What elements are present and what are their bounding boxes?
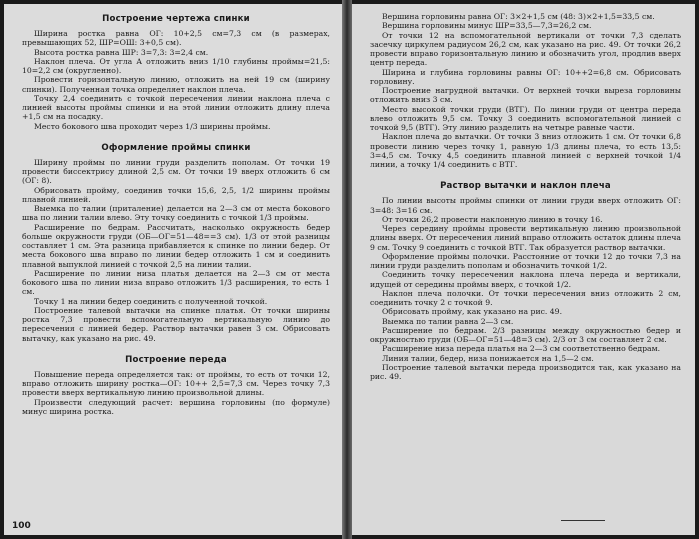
paragraph: Через середину проймы провести вертикальную линию произвольной длины вверх. От пересечения линий вправо отложить остаток длины плеча 9 см. Точку 9 соединить с точкой ВТГ. Так образуется раствор вытачки.: [370, 224, 681, 252]
paragraph: Выемка по талии (приталение) делается на 2—3 см от места бокового шва по линии талии влево. Эту точку соединить с точкой 1/3 проймы.: [22, 204, 330, 223]
paragraph: Повышение переда определяется так: от проймы, то есть от точки 12, вправо отложить ширину ростка—ОГ: 10++ 2,5=7,3 см. Через точку 7,3 провести вверх вертикальную линию произвольной длины.: [22, 369, 330, 398]
paragraph: Точку 2,4 соединить с точкой пересечения линии наклона плеча с линией высоты проймы спинки и на этой линии отложить длину плеча +1,5 см на посадку.: [22, 93, 330, 122]
heading-front-draft: Построение переда: [125, 354, 227, 365]
paragraph: Построение нагрудной вытачки. От верхней точки выреза горловины отложить вниз 3 см.: [370, 86, 681, 105]
paragraph: Построение талевой вытачки на спинке платья. От точки ширины ростка 7,3 провести вспомогательную вертикальную линию до пересечения с линией бедер. Раствор вытачки равен 3 см. Обрисовать вытачку, как указано на рис. 49.: [22, 305, 330, 343]
paragraph: Точку 1 на линии бедер соединить с полученной точкой.: [34, 296, 268, 306]
paragraph: Ширина и глубина горловины равны ОГ: 10++2=6,8 см. Обрисовать горловину.: [370, 67, 681, 86]
paragraph: По линии высоты проймы спинки от линии груди вверх отложить ОГ: 3=48: 3=16 см.: [370, 196, 681, 215]
paragraph: От точки 12 на вспомогательной вертикали от точки 7,3 сделать засечку циркулем радиусом 26,2 см, как указано на рис. 49. От точки 26,2 провести вправо горизонтальную линию и обозначить угол, продлив вверх центр переда.: [370, 30, 681, 68]
paragraph: Расширение низа переда платья на 2—3 см соответственно бедрам.: [382, 344, 661, 354]
page-number: 100: [12, 521, 31, 531]
paragraph: Вершина горловины минус ШР=33,5—7,3=26,2 см.: [382, 21, 592, 31]
paragraph: Ширину проймы по линии груди разделить пополам. От точки 19 провести биссектрису длиной 2,5 см. От точки 19 вверх отложить 6 см (ОГ: 8).: [22, 157, 330, 186]
paragraph: Место высокой точки груди (ВТГ). По линии груди от центра переда влево отложить 9,5 см. Точку 3 соединить вспомогательной линией с точкой 9,5 (ВТГ). Эту линию разделить на четыре равные части.: [370, 104, 681, 132]
paragraph: Выемка по талии равна 2—3 см.: [382, 316, 514, 326]
paragraph: Обрисовать пройму, как указано на рис. 49.: [382, 307, 563, 317]
paragraph: Расширение по бедрам. 2/3 разницы между окружностью бедер и окружностью груди (ОБ—ОГ=51—48=3 см). 2/3 от 3 см составляет 2 см.: [370, 325, 681, 344]
paragraph: Наклон плеча до вытачки. От точки 3 вниз отложить 1 см. От точки 6,8 провести линию через точку 1, равную 1/3 длины плеча, то есть 13,5: 3=4,5 см. Точку 4,5 соединить плавной линией с верхней точкой 1/4 линии, а точку 1/4 соединить с ВТГ.: [370, 132, 681, 169]
paragraph: Построение талевой вытачки переда производится так, как указано на рис. 49.: [370, 362, 681, 381]
paragraph: Расширение по линии низа платья делается на 2—3 см от места бокового шва по линии низа вправо отложить 1/3 расширения, то есть 1 см.: [22, 268, 330, 297]
paragraph: Наклон плеча полочки. От точки пересечения вниз отложить 2 см, соединить точку 2 с точкой 9.: [370, 288, 681, 307]
book-gutter: [342, 0, 352, 539]
end-rule: [561, 520, 605, 521]
paragraph: Расширение по бедрам. Рассчитать, насколько окружность бедер больше окружности груди (ОБ—ОГ=51—48==3 см). 1/3 от этой разницы составляет 1 см. Эта разница прибавляется к спинке по линии бедер. От места бокового шва вправо по линии бедер отложить 1 см и соединить плавной выпуклой линией с точкой 2,5 на линии талии.: [22, 222, 330, 269]
paragraph: Обрисовать пройму, соединив точки 15,6, 2,5, 1/2 ширины проймы плавной линией.: [22, 185, 330, 204]
paragraph: Оформление проймы полочки. Расстояние от точки 12 до точки 7,3 на линии груди разделить пополам и обозначить точкой 1/2.: [370, 251, 681, 270]
left-page: [4, 4, 342, 535]
paragraph: Высота ростка равна ШР: 3=7,3: 3=2,4 см.: [34, 47, 209, 57]
paragraph: От точки 26,2 провести наклонную линию в точку 16.: [382, 214, 603, 224]
paragraph: Провести горизонтальную линию, отложить на ней 19 см (ширину спинки). Полученная точка определяет наклон плеча.: [22, 75, 330, 94]
paragraph: Вершина горловины равна ОГ: 3×2+1,5 см (48: 3)×2+1,5=33,5 см.: [382, 12, 655, 21]
heading-back-armhole: Оформление проймы спинки: [101, 142, 251, 153]
heading-dart-opening: Раствор вытачки и наклон плеча: [440, 181, 611, 192]
paragraph: Линия талии, бедер, низа понижается на 1,5—2 см.: [382, 353, 594, 363]
right-page: [352, 4, 695, 535]
paragraph: Ширина ростка равна ОГ: 10+2,5 см=7,3 см (в размерах, превышающих 52, ШР=ОШ: 3+0,5 см).: [22, 29, 330, 48]
heading-back-draft: Построение чертежа спинки: [102, 14, 250, 24]
paragraph: Место бокового шва проходит через 1/3 ширины проймы.: [34, 121, 271, 131]
paragraph: Произвести следующий расчет: вершина горловины (по формуле) минус ширина ростка.: [22, 397, 330, 416]
paragraph: Соединить точку пересечения наклона плеча переда и вертикали, идущей от середины проймы вверх, с точкой 1/2.: [370, 270, 681, 289]
paragraph: Наклон плеча. От угла А отложить вниз 1/10 глубины проймы=21,5: 10=2,2 см (округленно).: [22, 56, 330, 75]
